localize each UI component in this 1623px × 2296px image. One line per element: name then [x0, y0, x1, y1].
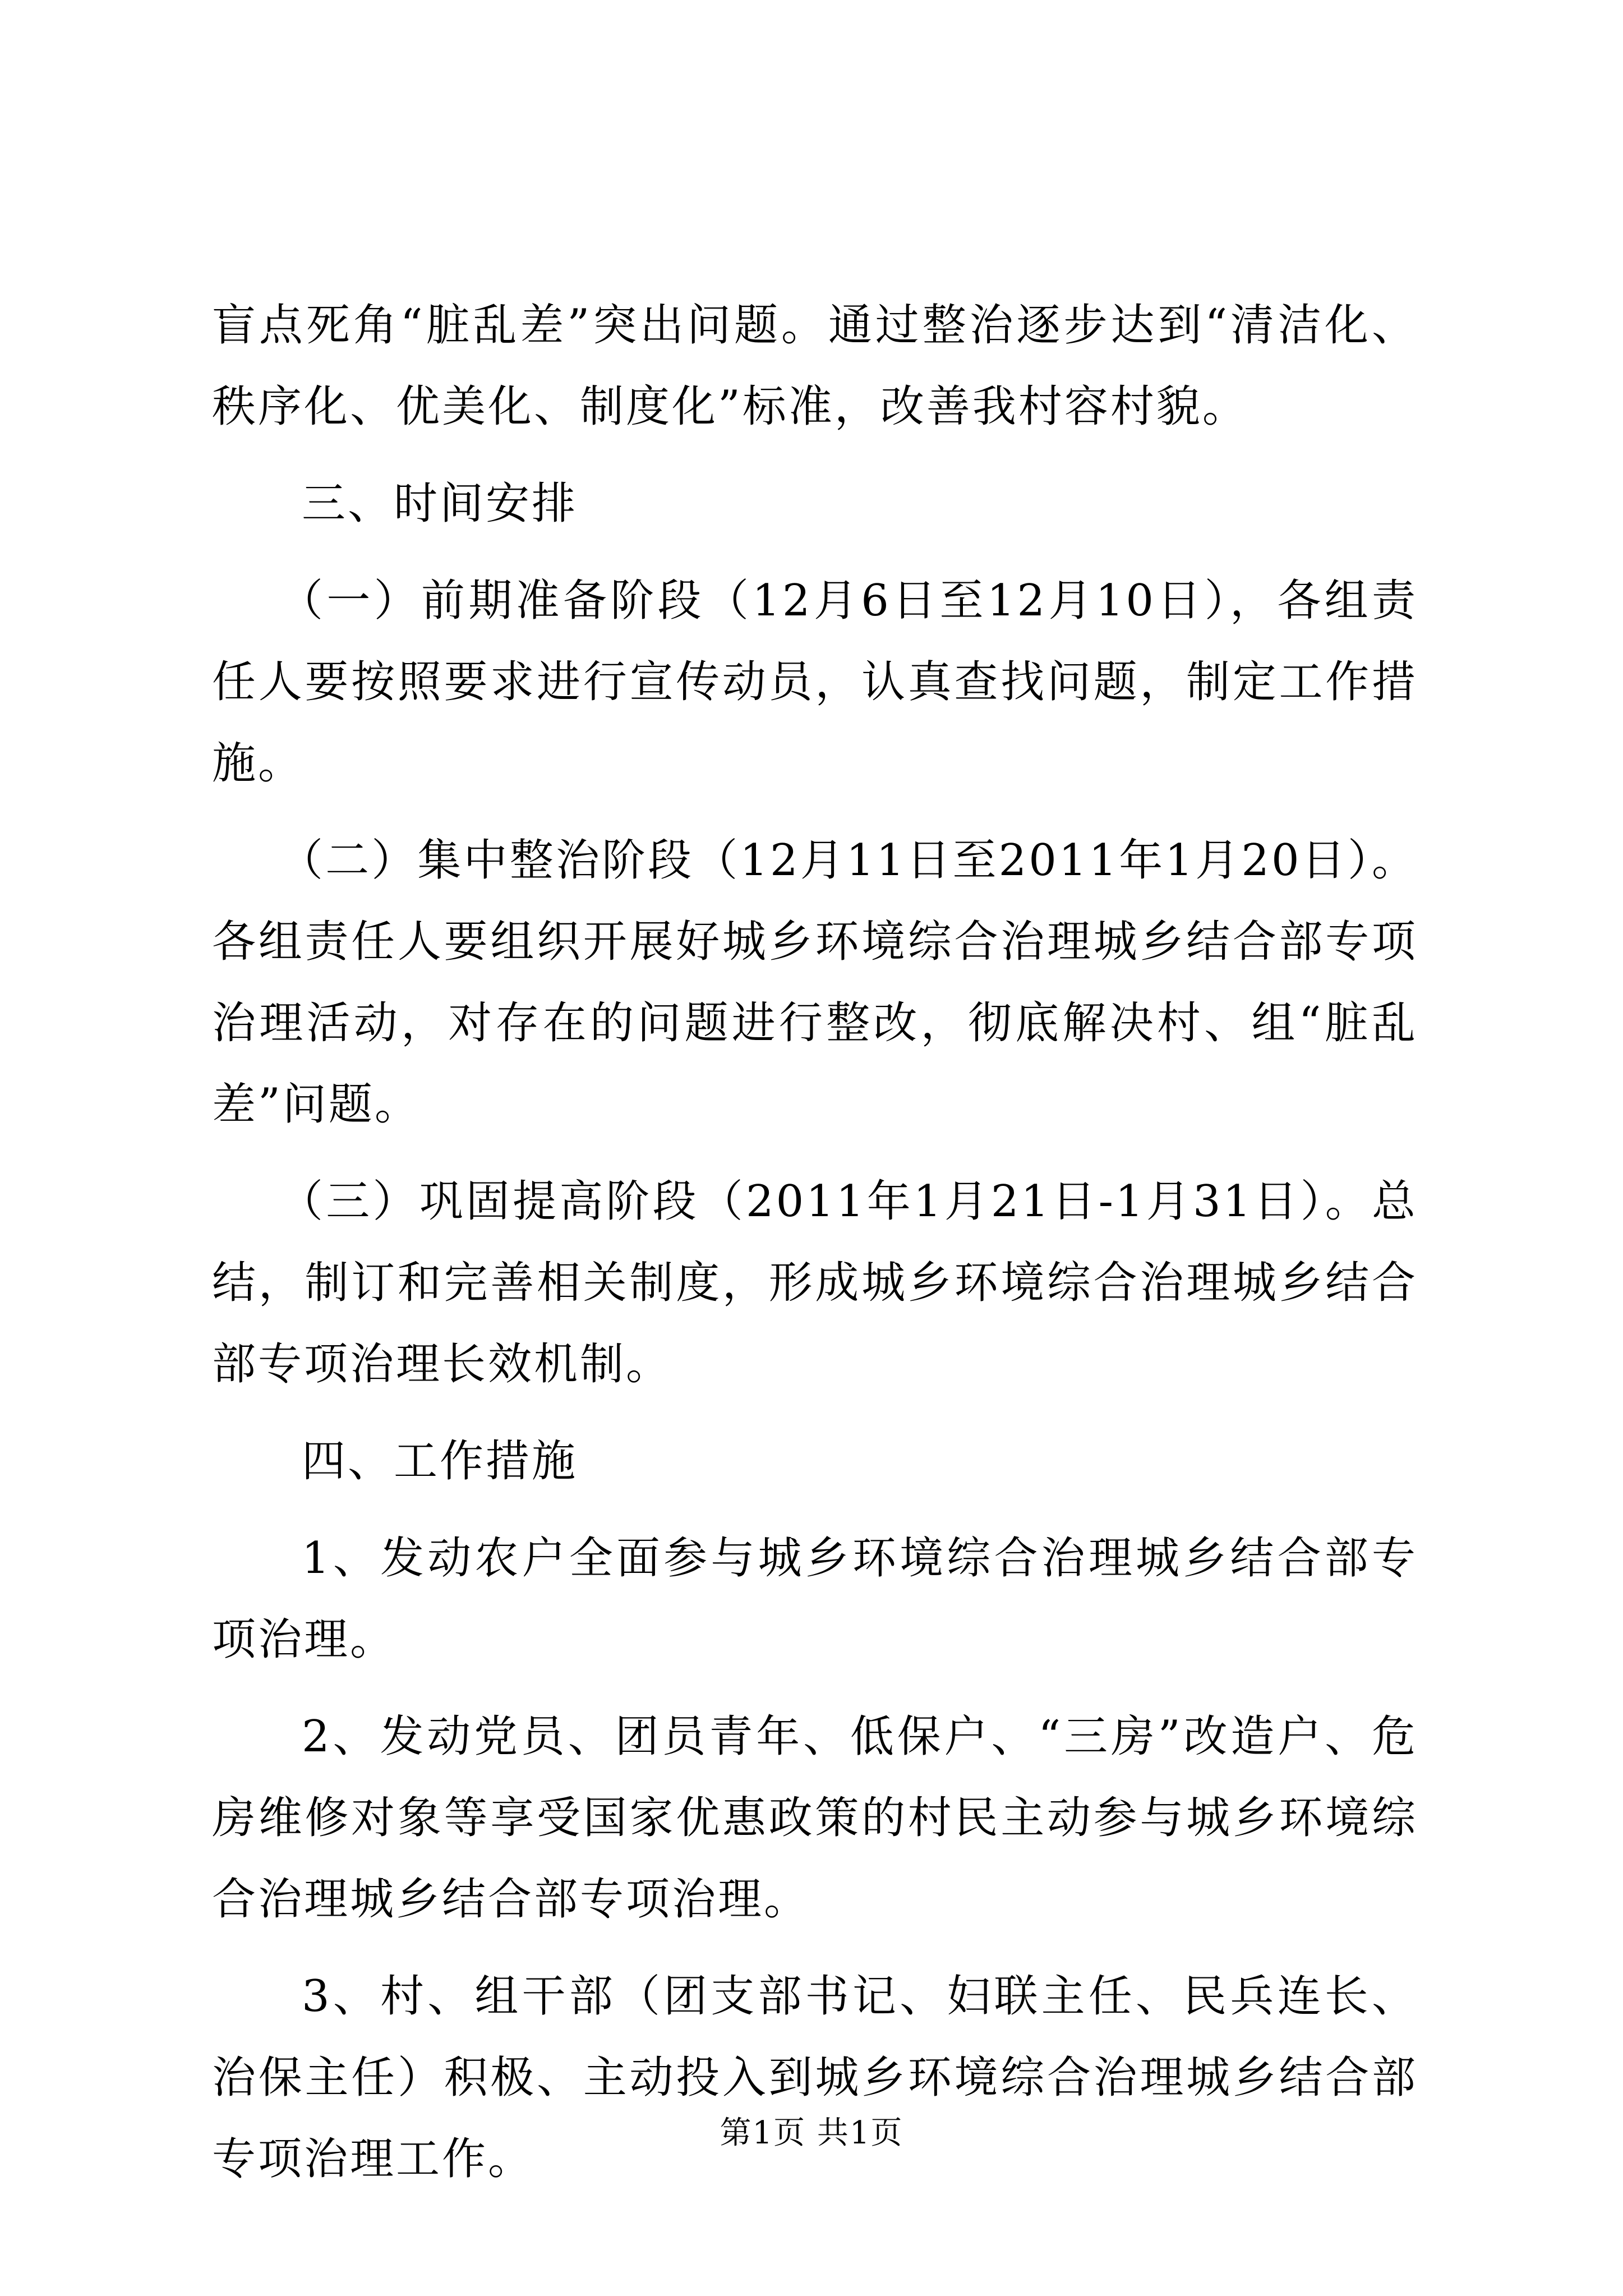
measure-item-1: 1、发动农户全面参与城乡环境综合治理城乡结合部专项治理。 — [212, 1533, 1418, 1665]
paragraph-phase-one: （一）前期准备阶段（12月6日至12月10日），各组责任人要按照要求进行宣传动员，认真查找问题，制定工作措施。 — [212, 576, 1418, 789]
measure-item-2: 2、发动党员、团员青年、低保户、“三房”改造户、危房维修对象等享受国家优惠政策的村民主动参与城乡环境综合治理城乡结合部专项治理。 — [212, 1711, 1418, 1925]
section-heading-measures: 四、工作措施 — [302, 1436, 578, 1487]
page-footer: 第1页 共1页 — [720, 2115, 903, 2151]
section-heading-schedule: 三、时间安排 — [302, 478, 578, 529]
document-body — [212, 285, 1418, 2216]
paragraph-phase-two: （二）集中整治阶段（12月11日至2011年1月20日）。各组责任人要组织开展好城乡环境综合治理城乡结合部专项治理活动，对存在的问题进行整改，彻底解决村、组“脏乱差”问题。 — [212, 835, 1418, 1130]
paragraph-continuation: 盲点死角“脏乱差”突出问题。通过整治逐步达到“清洁化、秩序化、优美化、制度化”标准，改善我村容村貌。 — [212, 300, 1418, 432]
paragraph-phase-three: （三）巩固提高阶段（2011年1月21日-1月31日）。总结，制订和完善相关制度，形成城乡环境综合治理城乡结合部专项治理长效机制。 — [212, 1176, 1418, 1389]
measure-item-3: 3、村、组干部（团支部书记、妇联主任、民兵连长、治保主任）积极、主动投入到城乡环境综合治理城乡结合部专项治理工作。 — [212, 1971, 1418, 2184]
